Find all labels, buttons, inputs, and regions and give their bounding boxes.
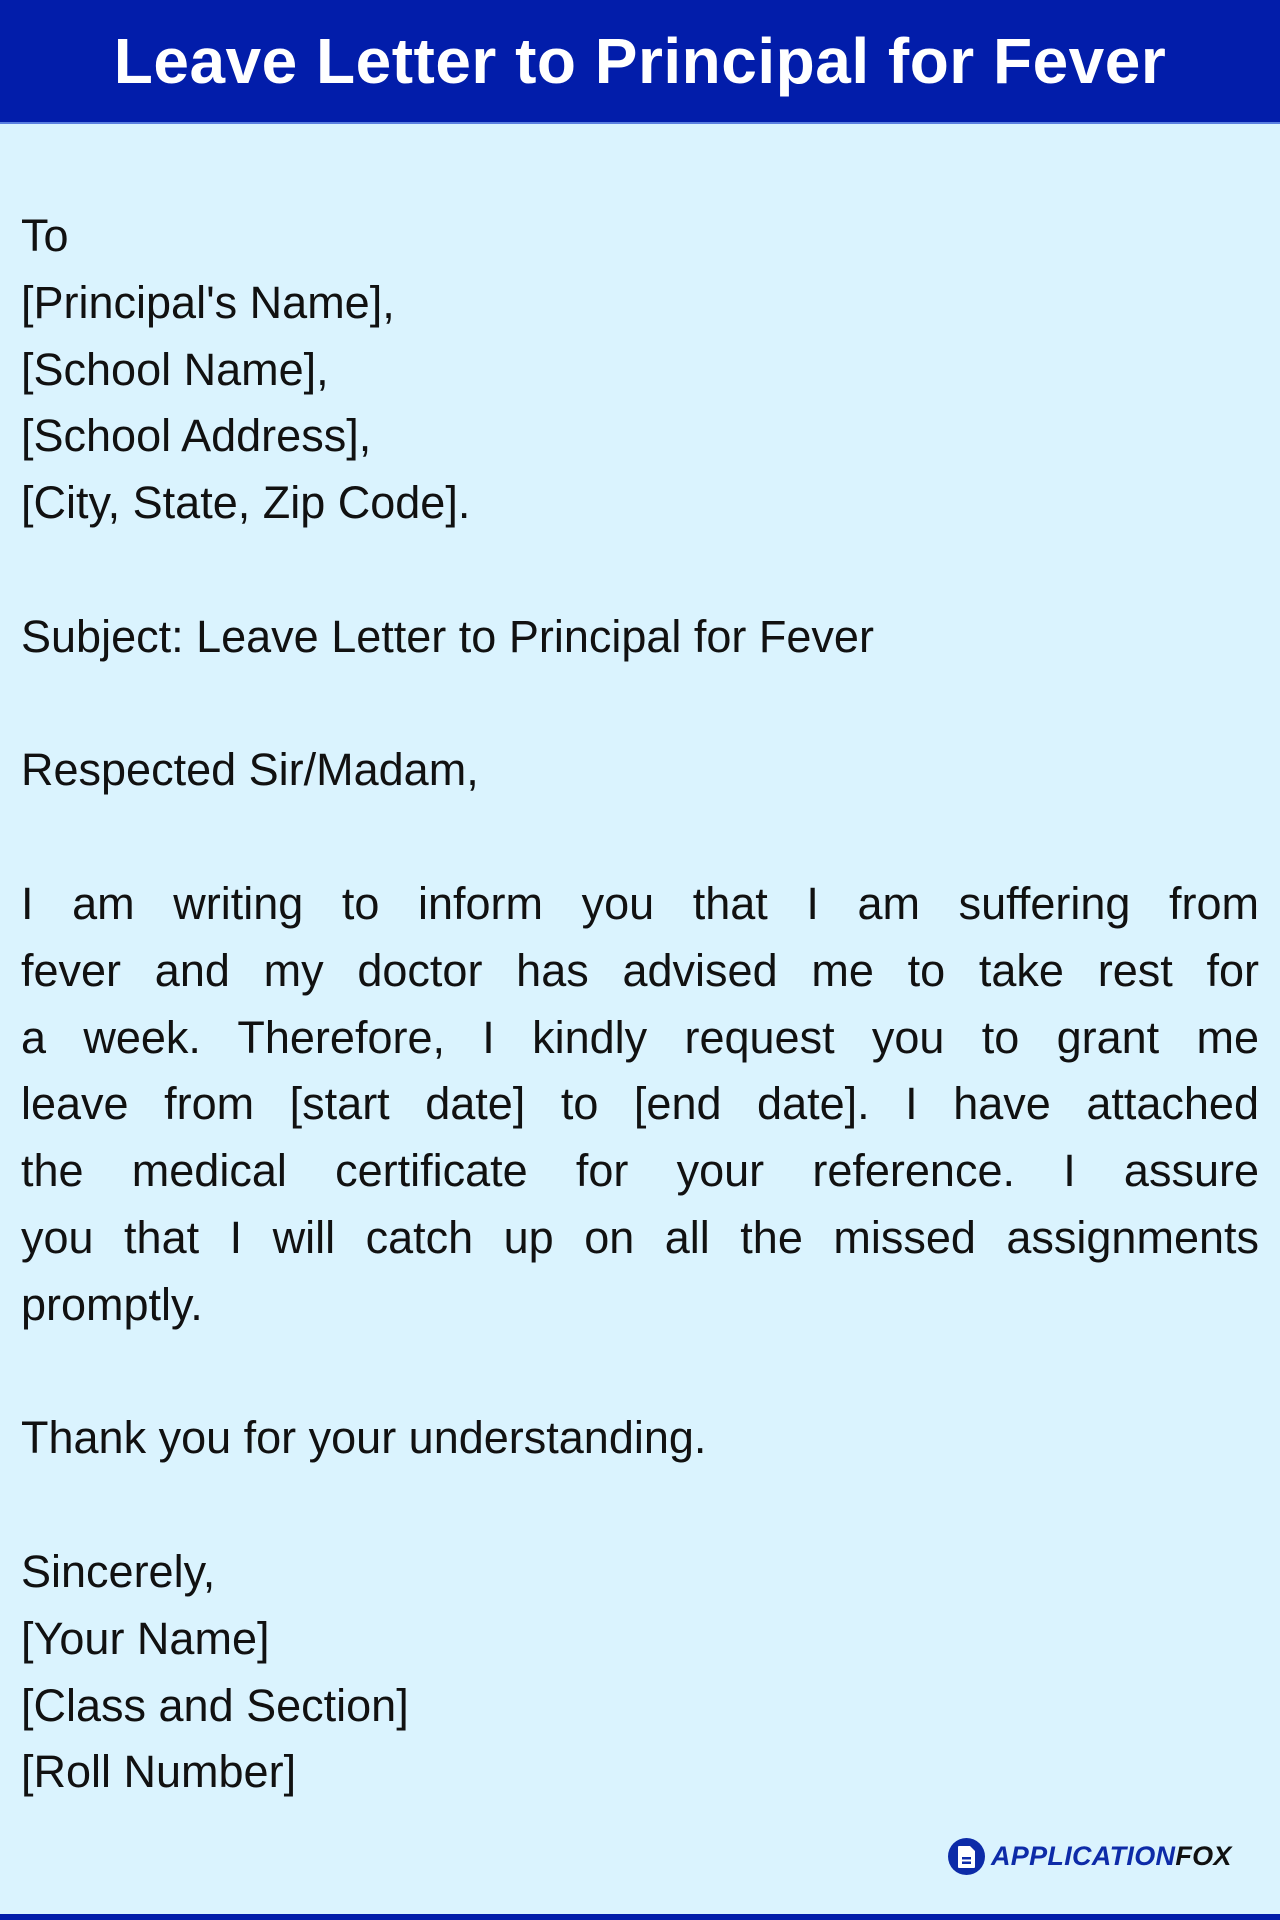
address-line: [School Name], [21, 343, 329, 395]
thanks-line: Thank you for your understanding. [21, 1412, 707, 1464]
body-line: a week. Therefore, I kindly request you to grant me [21, 1011, 1259, 1063]
signature-line: [Your Name] [21, 1612, 270, 1664]
signature-line: [Class and Section] [21, 1679, 409, 1731]
applicationfox-logo [948, 1838, 1232, 1875]
closing: Sincerely, [21, 1545, 216, 1597]
salutation: Respected Sir/Madam, [21, 744, 479, 796]
address-line: [City, State, Zip Code]. [21, 477, 471, 529]
logo-text-fox: FOX [1175, 1841, 1232, 1871]
address-line: To [21, 210, 69, 261]
body-line: you that I will catch up on all the missed assignments [21, 1211, 1259, 1263]
body-line: the medical certificate for your reference. I assure [21, 1145, 1259, 1197]
signature-line: [Roll Number] [21, 1746, 297, 1798]
bottom-border [0, 1914, 1280, 1920]
body-line: leave from [start date] to [end date]. I have attached [21, 1078, 1259, 1130]
body-line: I am writing to inform you that I am suffering from [21, 877, 1259, 929]
address-line: [School Address], [21, 410, 372, 462]
body-line: fever and my doctor has advised me to take rest for [21, 944, 1259, 996]
logo-text-application: APPLICATION [991, 1841, 1176, 1871]
address-line: [Principal's Name], [21, 276, 395, 328]
page-title: Leave Letter to Principal for Fever [113, 25, 1167, 97]
letter-body [21, 203, 1259, 1806]
header-banner [0, 0, 1280, 124]
body-line: promptly. [21, 1278, 203, 1330]
subject-line: Subject: Leave Letter to Principal for Fever [21, 610, 874, 662]
document-icon [948, 1838, 985, 1875]
